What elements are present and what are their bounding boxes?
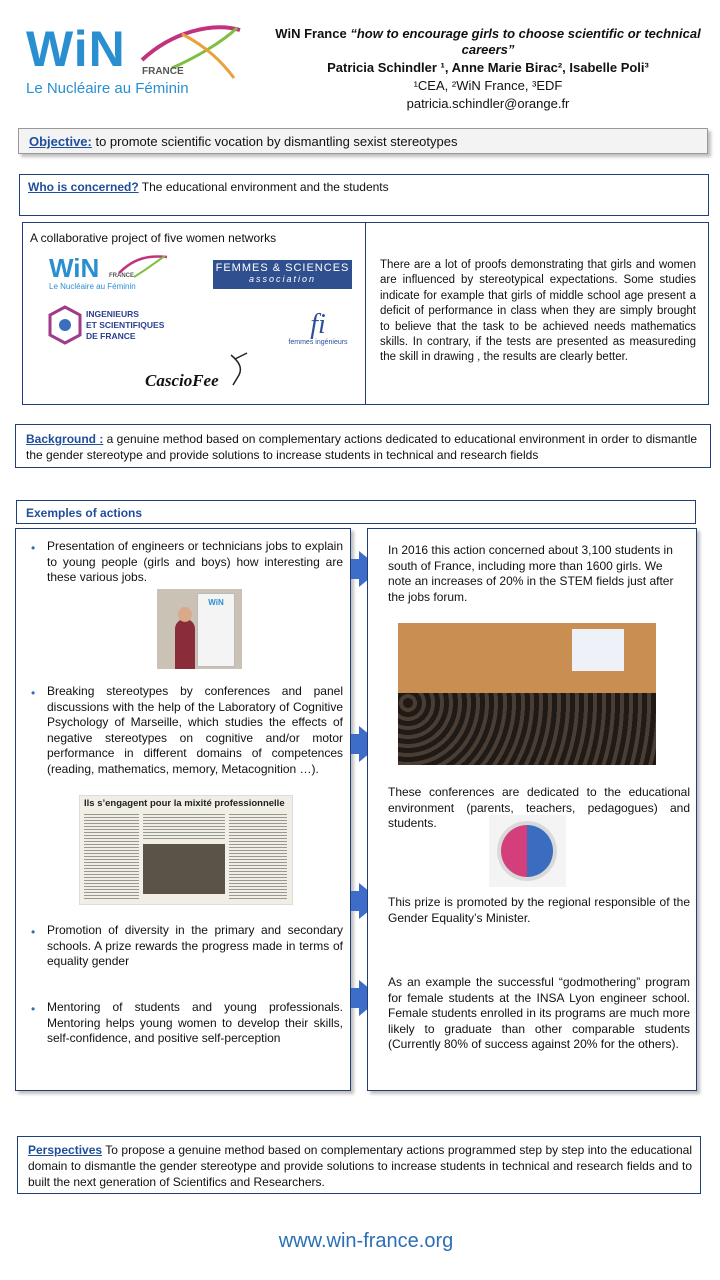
action-right-3: This prize is promoted by the regional responsible of the Gender Equality’s Minister.: [388, 895, 690, 925]
background-box: [15, 424, 711, 468]
examples-heading: Exemples of actions: [26, 506, 143, 520]
partner-cascio-text: CascioFee: [145, 371, 219, 390]
collab-box: [22, 222, 709, 405]
newspaper-text-col: [84, 812, 139, 900]
action-left-2: Breaking stereotypes by conferences and panel discussions with the help of the Laboratory of Cognitive Psychology of Marseille, which studies the effects of negative stereotypes on cognitive and/or motor performance in different domains of competences (reading, mathematics, memory, Metacognition …).: [47, 684, 343, 776]
perspectives-label: Perspectives: [28, 1143, 103, 1157]
objective-body: to promote scientific vocation by dismantling sexist stereotypes: [91, 134, 458, 149]
partner-fs-line2: association: [248, 274, 317, 284]
photo-person-head: [178, 607, 192, 622]
photo-banner-logo: WiN: [208, 598, 224, 607]
partner-fi-mark: fi: [310, 309, 326, 340]
concerned-label: Who is concerned?: [28, 180, 139, 194]
website-link[interactable]: www.win-france.org: [278, 1230, 454, 1252]
bullet-icon: •: [31, 1002, 36, 1016]
actions-left-column: [15, 528, 351, 1091]
bullet-icon: •: [31, 925, 36, 939]
photo-screen: [572, 629, 624, 671]
collab-right-text: There are a lot of proofs demonstrating that girls and women are influenced by stereotypical expectations. Some studies indicate for example that girls of middle school age present a deficit of performance in class when they are simply brought to believe that the task to be achieved needs mathematics skills. In contrary, if the tests are presented as measureding the skill in drawing , the results are clearly better.: [380, 259, 696, 364]
poster-title: [268, 26, 708, 58]
partner-logo-cascio-fee: [143, 351, 258, 395]
newspaper-text-col: [143, 812, 225, 840]
partner-win-tagline: Le Nucléaire au Féminin: [49, 282, 136, 291]
contact-email: patricia.schindler@orange.fr: [406, 96, 570, 111]
partner-win-country: FRANCE: [109, 273, 134, 279]
collab-divider: [365, 223, 366, 404]
partner-win-word: WiN: [49, 253, 100, 283]
action-left-3: Promotion of diversity in the primary and secondary schools. A prize rewards the progress made in terms of equality gender: [47, 923, 343, 968]
photo-conference: [398, 623, 656, 765]
bullet-icon: •: [31, 541, 36, 555]
newspaper-text-col: [229, 812, 287, 900]
background-body: a genuine method based on complementary actions dedicated to educational environment in order to dismantle the gender stereotype and provide solutions to increase students in technical and research fields: [26, 432, 698, 462]
concerned-text: [28, 180, 389, 196]
newspaper-photo: [143, 844, 225, 894]
partner-logo-win: [49, 253, 174, 293]
objective-text: [29, 134, 457, 150]
photo-audience: [398, 693, 656, 765]
partner-isf-line2: ET SCIENTIFIQUES: [86, 320, 165, 330]
photo-job-forum: [157, 589, 242, 669]
action-left-4: Mentoring of students and young professionals. Mentoring helps young women to develop their skills, self-confidence, and positive self-perception: [47, 1000, 343, 1045]
concerned-body: The educational environment and the students: [138, 180, 389, 194]
newspaper-headline: Ils s’engagent pour la mixité professionnelle: [84, 798, 285, 809]
partner-isf-mark: [48, 305, 82, 345]
perspectives-text: [28, 1142, 692, 1190]
action-right-2: These conferences are dedicated to the educational environment (parents, teachers, pedagogues) and students.: [388, 785, 690, 830]
partner-logo-isf: [48, 305, 178, 345]
partner-isf-line1: INGENIEURS: [86, 309, 139, 319]
partner-win-swoosh: [49, 253, 174, 293]
poster-title-prefix: WiN France: [275, 26, 347, 41]
gender-equality-emblem: [489, 815, 566, 887]
newspaper-clipping: [79, 795, 293, 905]
poster-title-block: [268, 26, 708, 112]
photo-person: [175, 619, 195, 669]
collab-heading: A collaborative project of five women networks: [30, 231, 277, 245]
actions-right-column: [367, 528, 697, 1091]
win-logo-country: FRANCE: [142, 66, 184, 77]
win-logo-word: WiN: [26, 21, 126, 77]
partner-fi-name: femmes ingénieurs: [288, 339, 348, 346]
action-right-1: In 2016 this action concerned about 3,100 students in south of France, including more than 1600 girls. We note an increases of 20% in the STEM fields just after the jobs forum.: [388, 543, 674, 604]
emblem-pink-half: [501, 825, 527, 877]
concerned-box: [19, 174, 709, 216]
partner-isf-line3: DE FRANCE: [86, 331, 136, 341]
authors: Patricia Schindler ¹, Anne Marie Birac², Isabelle Poli³: [327, 60, 649, 75]
action-left-1: Presentation of engineers or technicians jobs to explain to young people (girls and boys) how interesting are these various jobs.: [47, 539, 343, 584]
perspectives-box: [17, 1136, 701, 1194]
partner-logo-femmes-ingenieurs: [278, 311, 358, 361]
examples-heading-box: [16, 500, 696, 524]
photo-banner: [197, 593, 235, 667]
win-logo-tagline: Le Nucléaire au Féminin: [26, 80, 189, 97]
background-text: [26, 431, 704, 463]
poster-title-italic: “how to encourage girls to choose scientific or technical careers”: [350, 26, 701, 57]
emblem-blue-half: [527, 825, 553, 877]
emblem-circle: [497, 821, 557, 881]
objective-box: [18, 128, 708, 154]
partner-fs-line1: FEMMES & SCIENCES: [215, 262, 350, 274]
partner-isf-text: [86, 309, 164, 342]
objective-label: Objective:: [29, 134, 92, 149]
win-logo: [22, 22, 254, 100]
affiliations: ¹CEA, ²WiN France, ³EDF: [413, 78, 563, 93]
bullet-icon: •: [31, 686, 36, 700]
partner-logo-femmes-sciences: [213, 260, 352, 289]
perspectives-body: To propose a genuine method based on complementary actions programmed step by step into the educational domain to dismantle the gender stereotype and provide solutions to increase students in technical and research fields and to built the next generation of Scientifics and Researchers.: [28, 1143, 692, 1189]
background-label: Background :: [26, 432, 104, 446]
action-right-4: As an example the successful “godmothering” program for female students at the INSA Lyon engineer school. Female students enrolled in its programs are much more likely to graduate than other comparable students (Currently 80% of success against 20% for the others).: [388, 975, 690, 1051]
